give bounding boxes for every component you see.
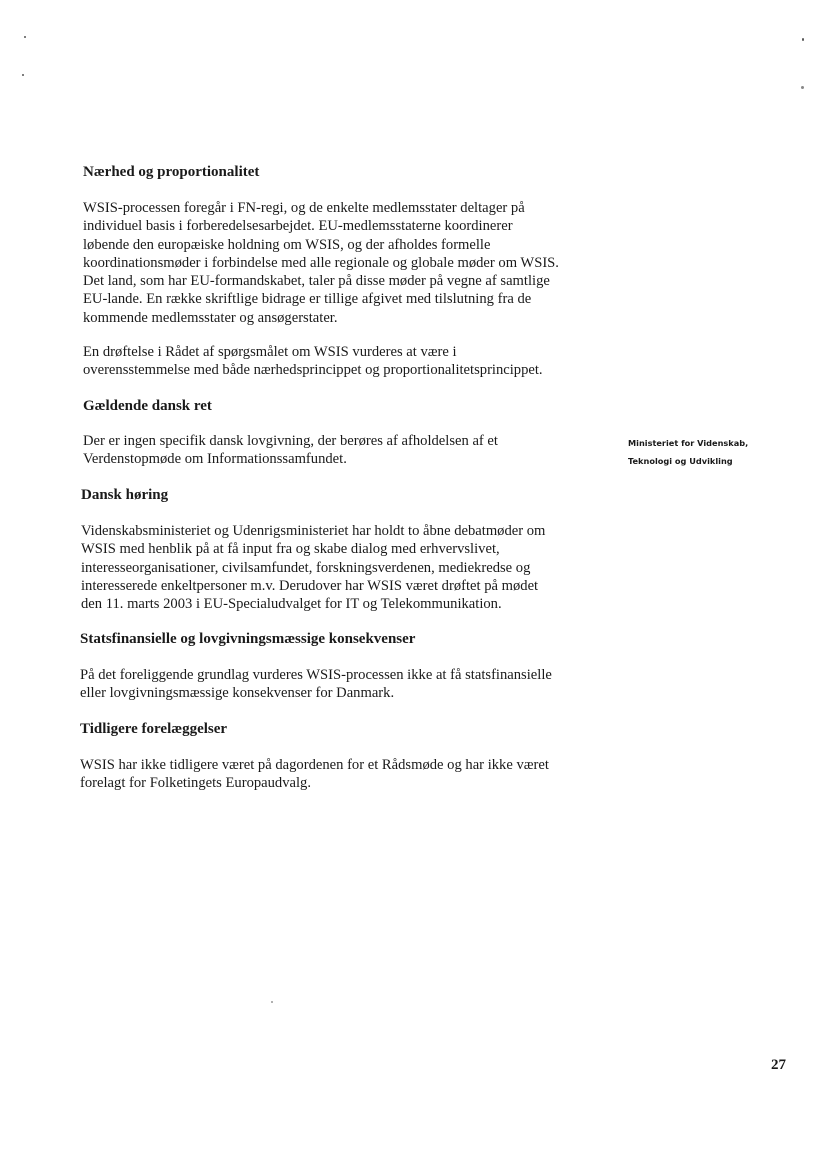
text-line: løbende den europæiske holdning om WSIS, og der afholdes formelle xyxy=(83,236,491,253)
section-heading-konsekvenser: Statsfinansielle og lovgivningsmæssige konsekvenser xyxy=(80,631,416,647)
section-heading-dansk-horing: Dansk høring xyxy=(81,487,169,503)
text-line: Det land, som har EU-formandskabet, taler på disse møder på vegne af samtlige xyxy=(83,273,550,290)
section-heading-naerhed: Nærhed og proportionalitet xyxy=(83,164,260,180)
scan-speck xyxy=(22,74,24,76)
text-line: En drøftelse i Rådet af spørgsmålet om WSIS vurderes at være i xyxy=(83,344,457,360)
text-line: Verdenstopmøde om Informationssamfundet. xyxy=(83,451,347,468)
text-line: individuel basis i forberedelsesarbejdet. EU-medlemsstaterne koordinerer xyxy=(83,218,513,235)
text-line: Videnskabsministeriet og Udenrigsministeriet har holdt to åbne debatmøder om xyxy=(81,523,546,539)
paragraph-naerhed-2 xyxy=(83,343,623,380)
paragraph-tidligere xyxy=(80,756,620,793)
section-heading-gaeldende-ret: Gældende dansk ret xyxy=(83,398,212,414)
text-line: interesserede enkeltpersoner m.v. Derudover har WSIS været drøftet på mødet xyxy=(81,577,539,594)
text-line: interesseorganisationer, civilsamfundet, forskningsverdenen, mediekredse og xyxy=(81,559,531,576)
page-number: 27 xyxy=(771,1057,786,1073)
text-line: WSIS-processen foregår i FN-regi, og de enkelte medlemsstater deltager på xyxy=(83,200,525,216)
ministry-line: Ministeriet for Videnskab, xyxy=(628,438,749,448)
text-line: overensstemmelse med både nærhedsprincippet og proportionalitetsprincippet. xyxy=(83,362,543,379)
section-heading-tidligere: Tidligere forelæggelser xyxy=(80,721,228,737)
paragraph-naerhed-1 xyxy=(83,199,623,327)
paragraph-gaeldende-ret xyxy=(83,432,623,469)
text-line: På det foreliggende grundlag vurderes WSIS-processen ikke at få statsfinansielle xyxy=(80,667,552,683)
text-line: EU-lande. En række skriftlige bidrage er tillige afgivet med tilslutning fra de xyxy=(83,291,532,308)
ministry-line: Teknologi og Udvikling xyxy=(628,456,733,466)
scan-speck xyxy=(801,86,804,89)
scan-speck xyxy=(24,36,26,38)
scan-speck xyxy=(802,38,804,41)
text-line: eller lovgivningsmæssige konsekvenser for Danmark. xyxy=(80,685,395,702)
paragraph-konsekvenser xyxy=(80,666,620,703)
text-line: WSIS har ikke tidligere været på dagordenen for et Rådsmøde og har ikke været xyxy=(80,757,549,773)
text-line: den 11. marts 2003 i EU-Specialudvalget for IT og Telekommunikation. xyxy=(81,596,502,613)
text-line: kommende medlemsstater og ansøgerstater. xyxy=(83,309,338,326)
text-line: Der er ingen specifik dansk lovgivning, der berøres af afholdelsen af et xyxy=(83,433,498,449)
text-line: forelagt for Folketingets Europaudvalg. xyxy=(80,775,312,792)
paragraph-dansk-horing xyxy=(81,522,621,613)
scan-speck xyxy=(271,1001,273,1003)
ministry-sidebar-label xyxy=(628,434,748,470)
text-line: koordinationsmøder i forbindelse med alle regionale og globale møder om WSIS. xyxy=(83,254,559,271)
text-line: WSIS med henblik på at få input fra og skabe dialog med erhvervslivet, xyxy=(81,541,500,558)
